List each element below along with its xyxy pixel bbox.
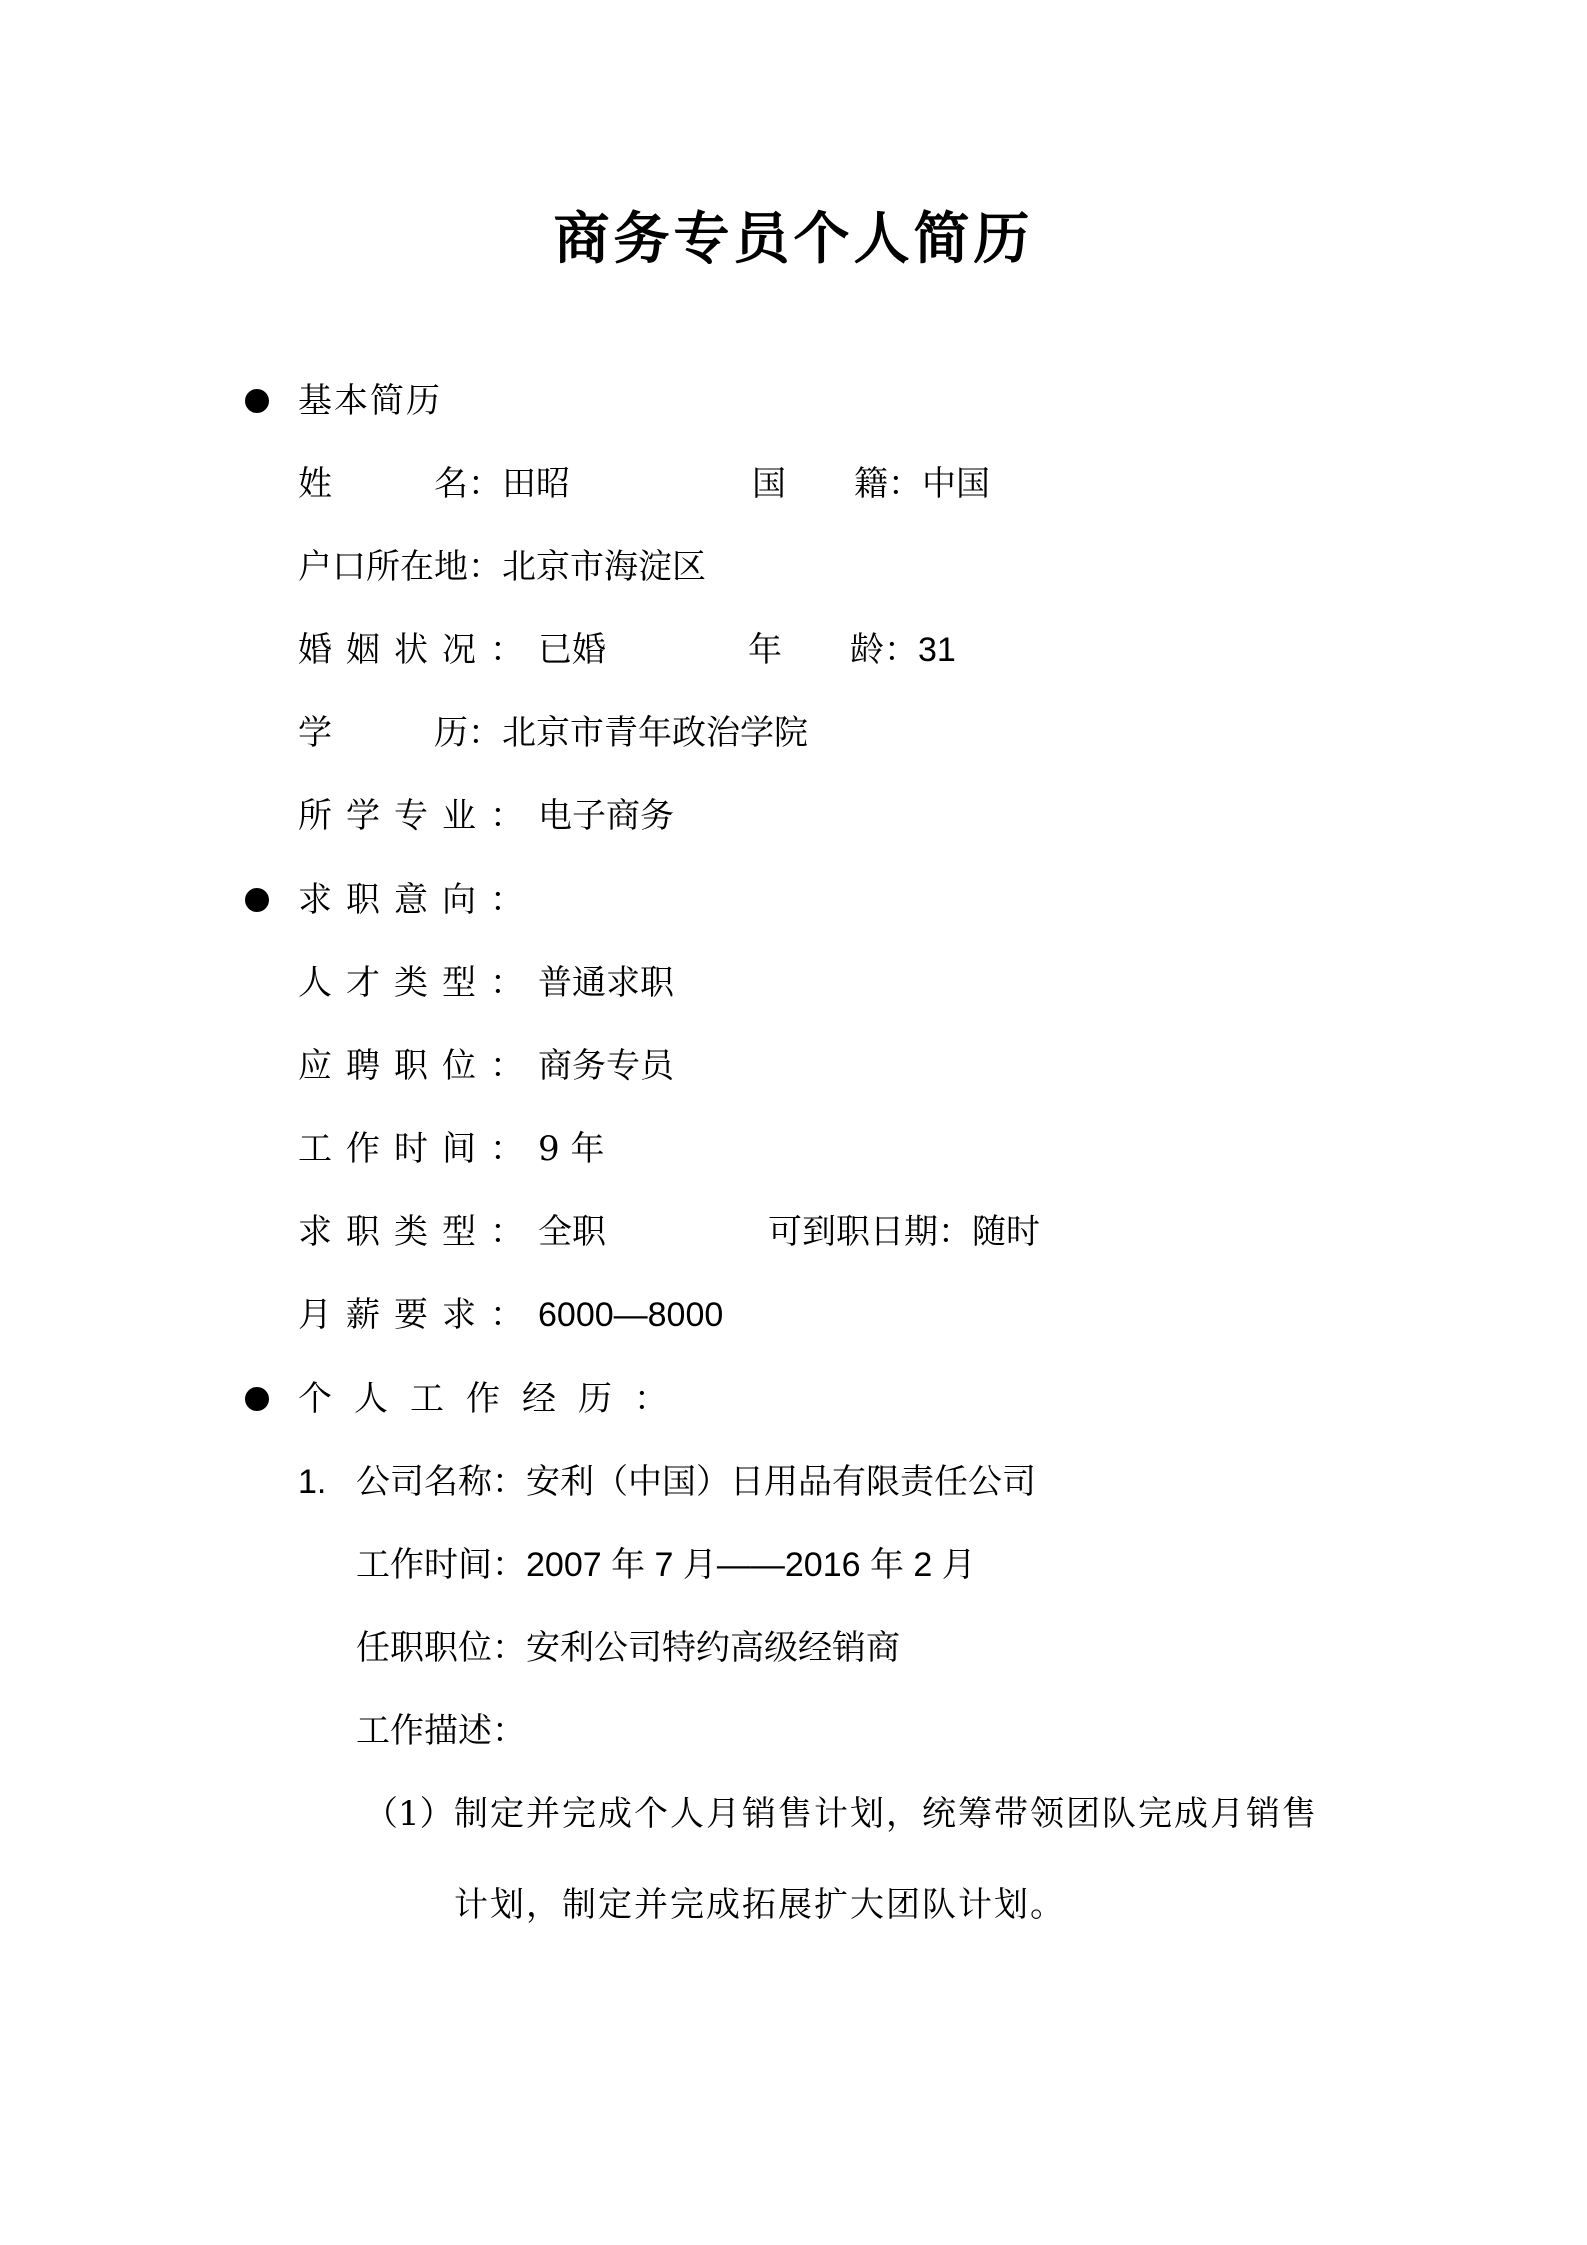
talent-row [298, 961, 674, 1005]
desc-text-1: 制定并完成个人月销售计划，统筹带领团队完成月销售 [454, 1794, 1318, 1834]
nationality-row [752, 462, 990, 506]
position-value: 商务专员 [538, 1046, 674, 1086]
position-row [298, 1044, 674, 1088]
hukou-label: 户口所在地： [298, 547, 502, 587]
education-value: 北京市青年政治学院 [502, 713, 808, 753]
nationality-label: 国 籍： [752, 464, 922, 504]
job-type-label: 求职类型： [298, 1212, 538, 1252]
desc-index: （1） [364, 1794, 454, 1834]
period-row [356, 1543, 976, 1587]
age-row [748, 628, 956, 672]
major-row [298, 794, 674, 838]
job-type-value: 全职 [538, 1212, 606, 1252]
salary-label: 月薪要求： [298, 1295, 538, 1335]
page-title: 商务专员个人简历 [553, 206, 1034, 272]
marital-row [298, 628, 606, 672]
education-row [298, 711, 808, 755]
major-value: 电子商务 [538, 796, 674, 836]
bullet-icon [245, 389, 269, 413]
talent-value: 普通求职 [538, 963, 674, 1003]
experience-index: 1. [298, 1463, 327, 1501]
desc-line-2 [454, 1883, 1066, 1927]
job-type-row [298, 1210, 606, 1254]
name-label: 姓 名： [298, 464, 502, 504]
salary-row [298, 1293, 723, 1337]
desc-label: 工作描述： [356, 1711, 526, 1751]
section-heading-experience: 个人工作经历： [298, 1379, 690, 1419]
marital-label: 婚姻状况： [298, 630, 538, 670]
salary-value: 6000—8000 [538, 1296, 724, 1334]
role-row [356, 1626, 900, 1670]
desc-text-2: 计划，制定并完成拓展扩大团队计划。 [454, 1885, 1066, 1925]
period-value: 2007 年 7 月——2016 年 2 月 [526, 1546, 976, 1584]
bullet-icon [245, 888, 269, 912]
position-label: 应聘职位： [298, 1046, 538, 1086]
work-years-row [298, 1127, 604, 1171]
desc-label-row [356, 1709, 526, 1753]
section-heading-intent: 求职意向： [298, 880, 538, 920]
company-value: 安利（中国）日用品有限责任公司 [526, 1462, 1036, 1502]
period-label: 工作时间： [356, 1545, 526, 1585]
hukou-row [298, 545, 706, 589]
name-row [298, 462, 570, 506]
available-label: 可到职日期： [768, 1212, 972, 1252]
name-value: 田昭 [502, 464, 570, 504]
company-label: 公司名称： [356, 1462, 526, 1502]
role-value: 安利公司特约高级经销商 [526, 1628, 900, 1668]
available-value: 随时 [972, 1212, 1040, 1252]
available-row [768, 1210, 1040, 1254]
age-label: 年 龄： [748, 630, 918, 670]
hukou-value: 北京市海淀区 [502, 547, 706, 587]
nationality-value: 中国 [922, 464, 990, 504]
talent-label: 人才类型： [298, 963, 538, 1003]
age-value: 31 [918, 631, 956, 669]
work-years-value: 9 年 [538, 1129, 605, 1169]
experience-item [298, 1460, 1036, 1504]
marital-value: 已婚 [538, 630, 606, 670]
work-years-label: 工作时间： [298, 1129, 538, 1169]
education-label: 学 历： [298, 713, 502, 753]
section-heading-basic: 基本简历 [298, 381, 442, 421]
role-label: 任职职位： [356, 1628, 526, 1668]
bullet-icon [245, 1387, 269, 1411]
major-label: 所学专业： [298, 796, 538, 836]
desc-line-1 [364, 1792, 1318, 1836]
